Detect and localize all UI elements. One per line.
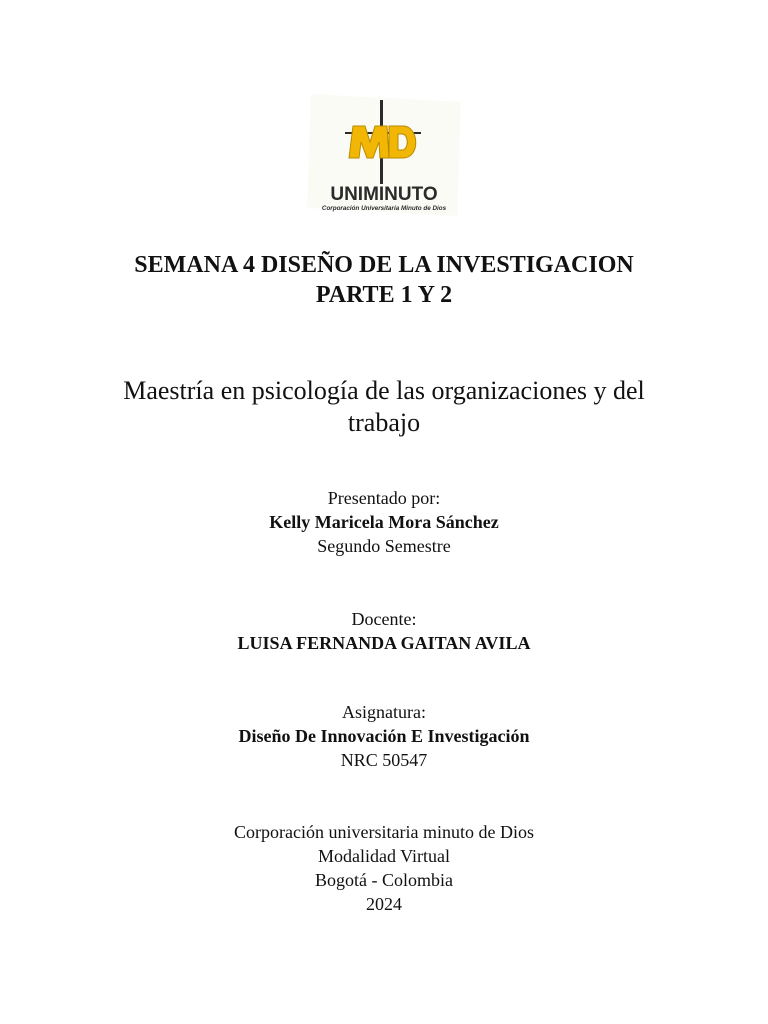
teacher-label: Docente: [351, 609, 417, 629]
year: 2024 [366, 894, 402, 914]
program-line-2: trabajo [347, 408, 421, 437]
subject-nrc: NRC 50547 [340, 750, 428, 770]
logo-name: UNIMINUTO [330, 184, 438, 205]
subject-name: Diseño De Innovación E Investigación [238, 726, 530, 746]
logo-image [305, 92, 463, 220]
logo-tagline: Corporación Universitaria Minuto de Dios [321, 205, 447, 212]
subject-section [0, 700, 768, 772]
teacher-name: LUISA FERNANDA GAITAN AVILA [237, 633, 531, 653]
document-title [0, 250, 768, 310]
student-name: Kelly Maricela Mora Sánchez [269, 512, 499, 532]
title-line-2: PARTE 1 Y 2 [315, 282, 453, 308]
institution-name: Corporación universitaria minuto de Dios [234, 822, 534, 842]
uniminuto-logo [305, 92, 463, 220]
institution-footer [0, 820, 768, 916]
program-line-1: Maestría en psicología de las organizaciones y del [123, 376, 645, 405]
modality: Modalidad Virtual [317, 846, 451, 866]
semester: Segundo Semestre [317, 536, 451, 556]
teacher-section [0, 607, 768, 655]
city: Bogotá - Colombia [315, 870, 453, 890]
presented-by-label: Presentado por: [327, 488, 441, 508]
title-line-1: SEMANA 4 DISEÑO DE LA INVESTIGACION [134, 252, 634, 278]
program-name [0, 375, 768, 439]
subject-label: Asignatura: [342, 702, 426, 722]
presented-by-section [0, 486, 768, 558]
